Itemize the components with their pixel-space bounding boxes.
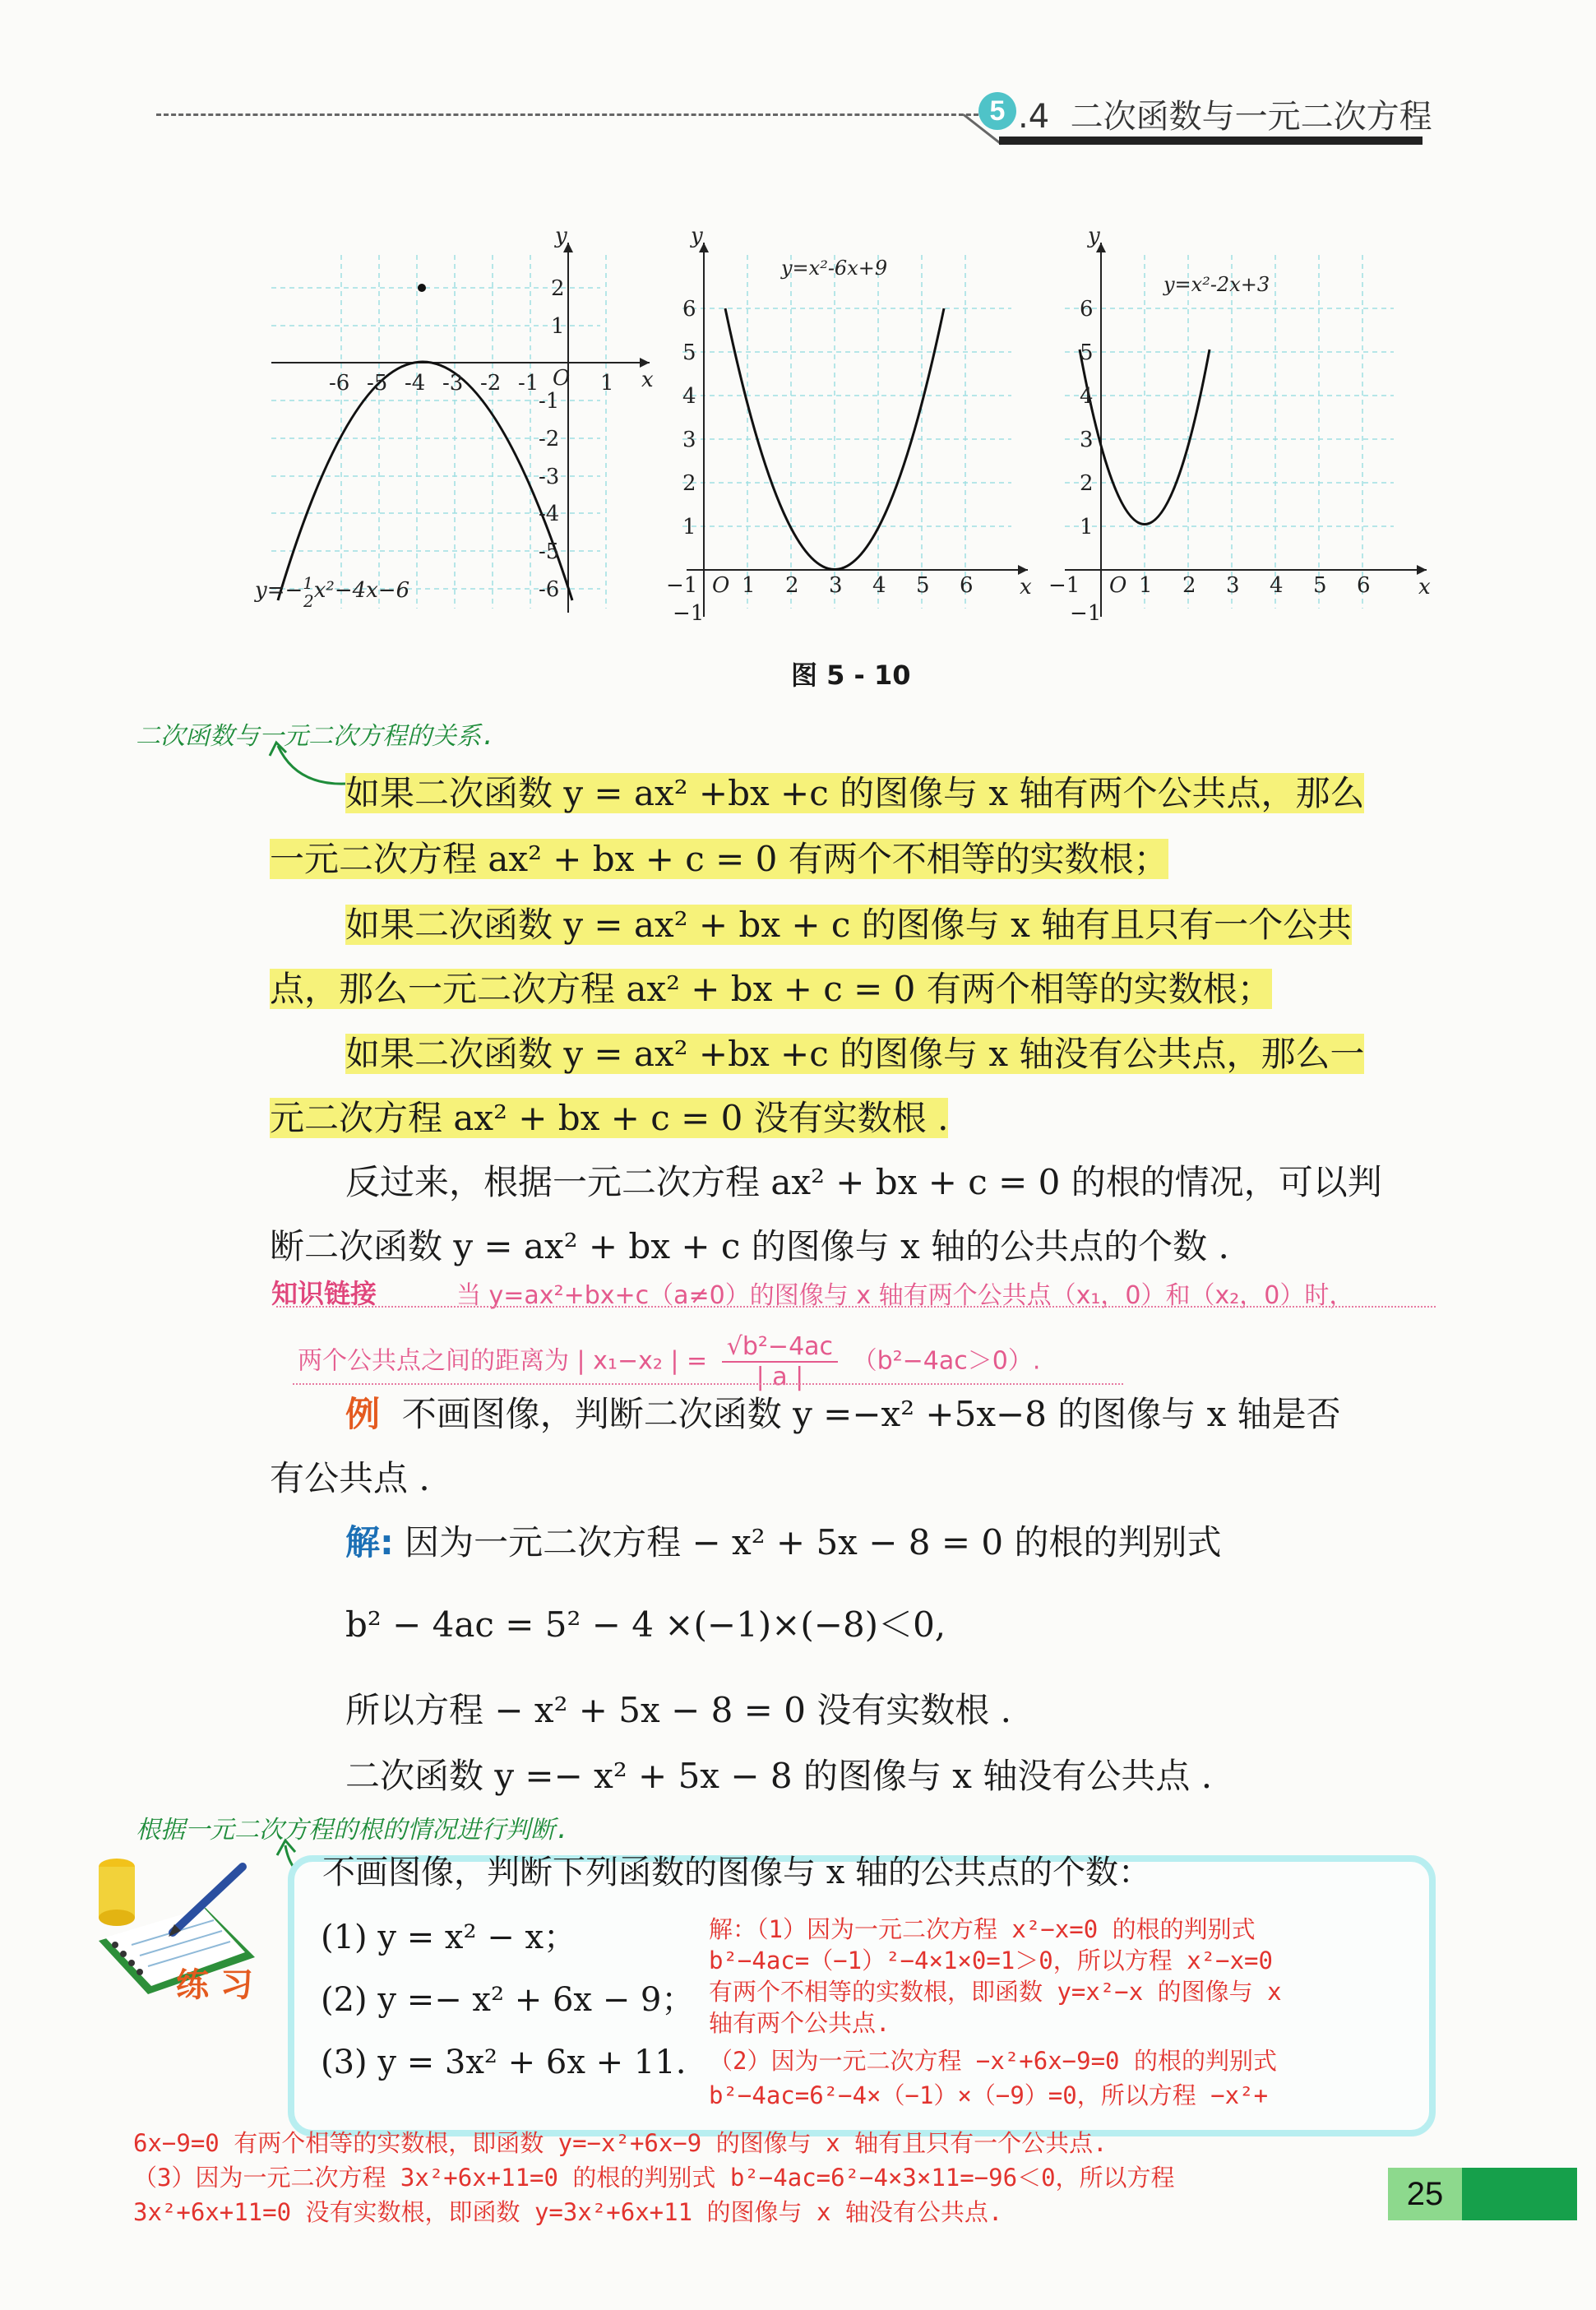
arrow-note-1 [263, 736, 354, 794]
answer-line-4: 轴有两个公共点. [709, 2009, 891, 2037]
graph1-equation: y=−$^1$ 2x²−4x−6 [255, 573, 410, 611]
answer-line-9: 3x²+6x+11=0 没有实数根，即函数 y=3x²+6x+11 的图像与 x 轴没有公共点. [133, 2198, 1003, 2226]
practice-item-3: (3) y = 3x² + 6x + 11. [321, 2044, 687, 2081]
paragraph-4a: 反过来，根据一元二次方程 ax² + bx + c = 0 的根的情况，可以判 [345, 1162, 1382, 1202]
chapter-number-badge: 5 [978, 92, 1016, 130]
practice-item-1: (1) y = x² − x； [321, 1919, 577, 1956]
svg-text:4: 4 [682, 384, 696, 409]
answer-line-1: 解：（1）因为一元二次方程 x²−x=0 的根的判别式 [709, 1915, 1256, 1943]
svg-text:1: 1 [742, 573, 756, 598]
knowledge-link-line-2: 两个公共点之间的距离为 | x₁−x₂ | = $\frac{\text{√b²−4ac}}{| a |}$ （b²−4ac＞0）. [298, 1332, 1041, 1391]
svg-text:y: y [691, 224, 703, 248]
knowledge-link-badge: 知识链接 [271, 1278, 377, 1309]
svg-text:2: 2 [682, 471, 696, 496]
answer-line-5: （2）因为一元二次方程 −x²+6x−9=0 的根的判别式 [709, 2047, 1277, 2075]
svg-text:−1: −1 [1070, 601, 1102, 626]
svg-text:-5: -5 [367, 371, 388, 396]
page-number: 25 [1388, 2168, 1462, 2220]
svg-text:-2: -2 [539, 427, 560, 451]
svg-text:O: O [1109, 573, 1127, 598]
svg-text:-2: -2 [480, 371, 502, 396]
svg-text:x: x [1418, 575, 1431, 599]
answer-line-2: b²−4ac=（−1）²−4×1×0=1＞0，所以方程 x²−x=0 [709, 1947, 1273, 1974]
paragraph-2b: 点，那么一元二次方程 ax² + bx + c = 0 有两个相等的实数根； [270, 969, 1272, 1009]
answer-line-6: b²−4ac=6²−4×（−1）×（−9）=0，所以方程 −x²+ [709, 2081, 1269, 2109]
knowledge-link-line-1: 当 y=ax²+bx+c（a≠0）的图像与 x 轴有两个公共点（x₁，0）和（x₂，0）时， [456, 1281, 1354, 1310]
svg-text:x: x [1020, 575, 1032, 599]
example-question-1: 例 不画图像，判断二次函数 y =−x² +5x−8 的图像与 x 轴是否 [345, 1394, 1341, 1434]
svg-text:6: 6 [960, 573, 974, 598]
graph-2 [666, 224, 1032, 626]
svg-text:4: 4 [1270, 573, 1284, 598]
graph1-y-label: y [555, 224, 567, 248]
svg-text:1: 1 [682, 515, 696, 539]
solution-line-3: 所以方程 − x² + 5x − 8 = 0 没有实数根 . [345, 1690, 1011, 1730]
svg-text:−1: −1 [666, 573, 698, 598]
svg-text:6: 6 [682, 297, 696, 322]
paragraph-3a: 如果二次函数 y = ax² +bx +c 的图像与 x 轴没有公共点，那么一 [345, 1034, 1365, 1074]
svg-text:2: 2 [1080, 471, 1094, 496]
svg-text:1: 1 [600, 371, 614, 396]
graph3-equation: y=x²-2x+3 [1163, 273, 1270, 296]
answer-line-3: 有两个不相等的实数根，即函数 y=x²−x 的图像与 x [709, 1978, 1282, 2006]
svg-text:1: 1 [551, 314, 565, 339]
svg-text:2: 2 [551, 276, 565, 301]
example-question-2: 有公共点 . [270, 1458, 430, 1498]
header-bar [999, 137, 1423, 145]
svg-text:5: 5 [916, 573, 930, 598]
svg-text:2: 2 [1182, 573, 1196, 598]
figure-5-10 [247, 222, 1439, 641]
svg-text:2: 2 [785, 573, 799, 598]
solution-line-4: 二次函数 y =− x² + 5x − 8 的图像与 x 轴没有公共点 . [345, 1756, 1213, 1796]
svg-text:6: 6 [1080, 297, 1094, 322]
solution-line-1: 解: 因为一元二次方程 − x² + 5x − 8 = 0 的根的判别式 [345, 1522, 1222, 1562]
margin-note-relation: 二次函数与一元二次方程的关系. [136, 722, 497, 751]
practice-intro: 不画图像，判断下列函数的图像与 x 轴的公共点的个数： [322, 1854, 1151, 1891]
svg-text:3: 3 [682, 428, 696, 452]
practice-label: 练 习 [176, 1966, 253, 2004]
answer-line-7: 6x−9=0 有两个相等的实数根，即函数 y=−x²+6x−9 的图像与 x 轴有且只有一个公共点. [133, 2129, 1108, 2157]
svg-text:−1: −1 [673, 601, 705, 626]
svg-text:O: O [712, 573, 730, 598]
figure-caption: 图 5 - 10 [791, 660, 911, 691]
svg-text:5: 5 [1313, 573, 1327, 598]
paragraph-2a: 如果二次函数 y = ax² + bx + c 的图像与 x 轴有且只有一个公共 [345, 905, 1353, 945]
margin-note-judge: 根据一元二次方程的根的情况进行判断. [136, 1816, 571, 1845]
paragraph-3b: 元二次方程 ax² + bx + c = 0 没有实数根 . [270, 1098, 949, 1138]
svg-text:-3: -3 [442, 371, 464, 396]
paragraph-4b: 断二次函数 y = ax² + bx + c 的图像与 x 轴的公共点的个数 . [270, 1226, 1229, 1266]
svg-text:-1: -1 [539, 389, 560, 414]
paragraph-1a: 如果二次函数 y = ax² +bx +c 的图像与 x 轴有两个公共点，那么 [345, 773, 1365, 813]
svg-text:5: 5 [1080, 340, 1094, 365]
page-number-bar [1462, 2168, 1577, 2220]
svg-text:3: 3 [829, 573, 843, 598]
solution-line-2: b² − 4ac = 5² − 4 ×(−1)×(−8)＜0, [345, 1604, 946, 1645]
svg-text:4: 4 [1080, 384, 1094, 409]
svg-text:1: 1 [1139, 573, 1153, 598]
practice-item-2: (2) y =− x² + 6x − 9； [321, 1981, 695, 2019]
svg-text:y: y [1088, 224, 1100, 248]
svg-text:6: 6 [1357, 573, 1371, 598]
svg-text:-4: -4 [405, 371, 426, 396]
graph1-x-label: x [641, 368, 654, 392]
svg-text:-4: -4 [539, 502, 560, 526]
graph2-equation: y=x²-6x+9 [781, 257, 888, 280]
header-dashed-rule [156, 113, 978, 116]
svg-text:-6: -6 [539, 577, 560, 602]
graph-1 [254, 224, 654, 613]
knowledge-link-rule-1 [276, 1306, 1436, 1308]
svg-text:5: 5 [682, 340, 696, 365]
svg-text:-5: -5 [539, 539, 560, 564]
svg-text:3: 3 [1080, 428, 1094, 452]
svg-text:-1: -1 [518, 371, 539, 396]
svg-text:-3: -3 [539, 465, 560, 489]
svg-text:−1: −1 [1048, 573, 1080, 598]
svg-text:4: 4 [872, 573, 886, 598]
paragraph-1b: 一元二次方程 ax² + bx + c = 0 有两个不相等的实数根； [270, 839, 1168, 879]
graph1-origin: O [553, 366, 571, 391]
section-title: .4 二次函数与一元二次方程 [1018, 98, 1432, 136]
graph-3 [1048, 224, 1431, 626]
answer-line-8: （3）因为一元二次方程 3x²+6x+11=0 的根的判别式 b²−4ac=6²−4×3×11=−96＜0，所以方程 [133, 2164, 1175, 2192]
svg-text:1: 1 [1080, 515, 1094, 539]
svg-text:3: 3 [1226, 573, 1240, 598]
svg-text:-6: -6 [329, 371, 350, 396]
